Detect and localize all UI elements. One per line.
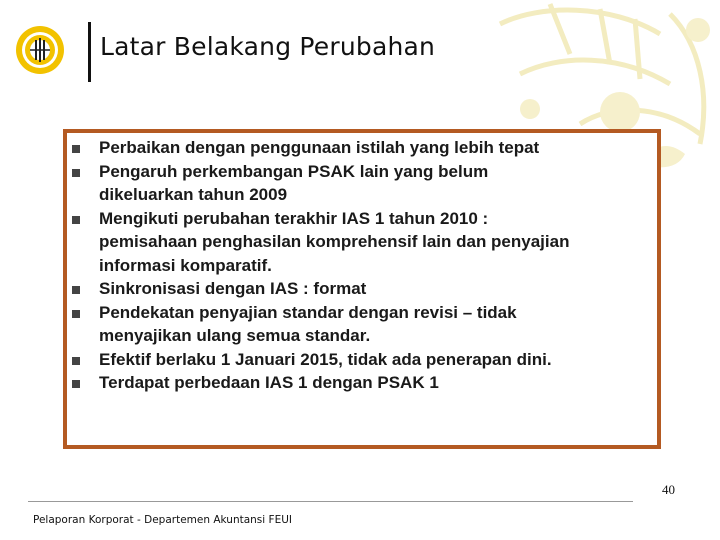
page-number: 40 [662, 482, 675, 497]
bullet-text-line: Terdapat perbedaan IAS 1 dengan PSAK 1 [99, 373, 439, 392]
footer-divider [28, 501, 633, 502]
bullet-item [72, 277, 662, 301]
title-divider [88, 22, 91, 82]
bullet-text-line: menyajikan ulang semua standar. [99, 326, 371, 345]
bullet-item [72, 301, 662, 348]
university-seal-icon [14, 24, 66, 76]
bullet-text-line: Mengikuti perubahan terakhir IAS 1 tahun 2010 : [99, 208, 489, 228]
square-bullet-icon [72, 216, 80, 224]
bullet-item [72, 136, 662, 160]
bullet-item [72, 207, 662, 278]
bullet-text-line: Pengaruh perkembangan PSAK lain yang belum [99, 161, 489, 181]
bullet-text-line: Pendekatan penyajian standar dengan revisi – tidak [99, 302, 517, 322]
square-bullet-icon [72, 380, 80, 388]
bullet-text-line: pemisahaan penghasilan komprehensif lain dan penyajian [99, 232, 570, 251]
square-bullet-icon [72, 310, 80, 318]
bullet-text-line: Perbaikan dengan penggunaan istilah yang lebih tepat [99, 138, 540, 157]
square-bullet-icon [72, 357, 80, 365]
square-bullet-icon [72, 169, 80, 177]
bullet-text-line: Sinkronisasi dengan IAS : format [99, 279, 367, 298]
bullet-text-line: Efektif berlaku 1 Januari 2015, tidak ada penerapan dini. [99, 349, 552, 369]
slide-title: Latar Belakang Perubahan [100, 32, 436, 61]
bullet-item [72, 371, 662, 395]
bullet-item [72, 348, 662, 372]
bullet-list [72, 136, 662, 395]
square-bullet-icon [72, 286, 80, 294]
footer-text: Pelaporan Korporat - Departemen Akuntansi FEUI [33, 514, 292, 526]
bullet-item [72, 160, 662, 207]
bullet-text-line: dikeluarkan tahun 2009 [99, 185, 288, 204]
bullet-text-line: informasi komparatif. [99, 255, 272, 275]
square-bullet-icon [72, 145, 80, 153]
